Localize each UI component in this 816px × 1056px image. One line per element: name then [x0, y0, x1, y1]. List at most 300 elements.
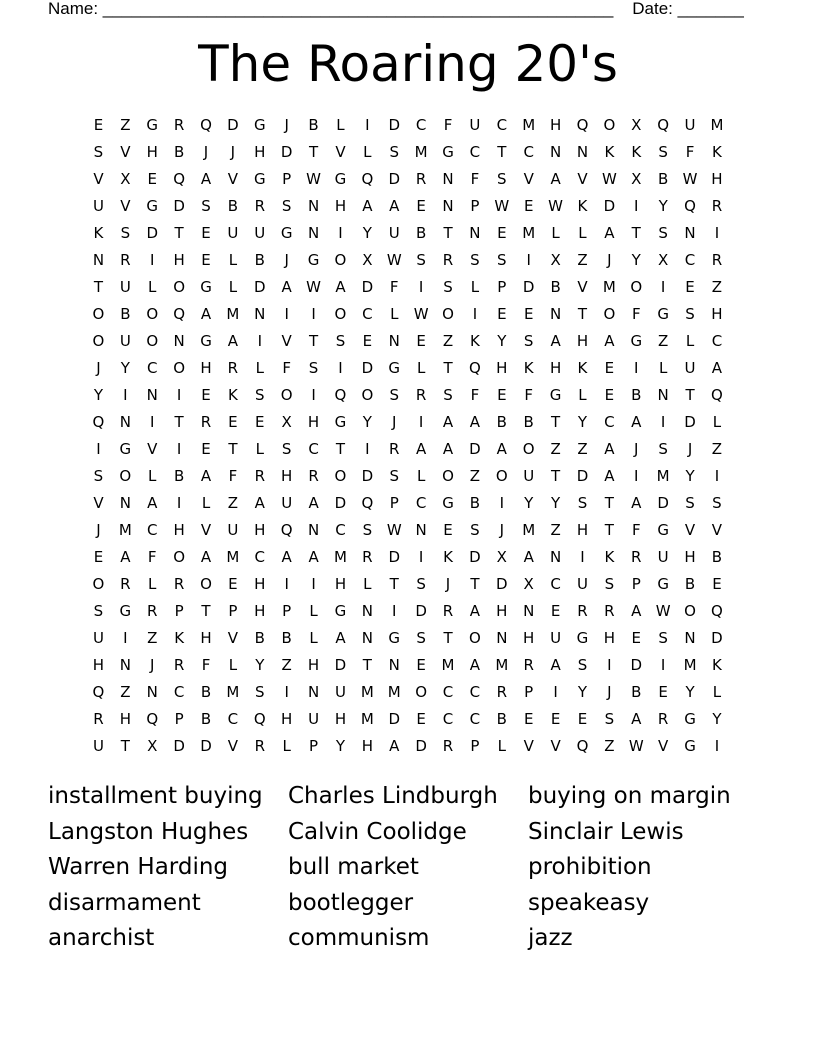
grid-letter: N — [119, 413, 131, 431]
grid-letter: V — [684, 521, 696, 539]
grid-letter: I — [257, 332, 262, 350]
grid-letter: B — [173, 467, 185, 485]
grid-row — [85, 328, 730, 355]
grid-letter: U — [388, 224, 400, 242]
grid-letter: O — [630, 278, 643, 296]
grid-letter: L — [228, 251, 238, 269]
grid-letter: D — [388, 170, 401, 188]
grid-letter: F — [389, 278, 399, 296]
grid-letter: Q — [146, 710, 159, 728]
grid-row — [85, 517, 730, 544]
grid-letter: A — [604, 467, 615, 485]
grid-letter: H — [92, 656, 105, 674]
grid-letter: E — [523, 710, 534, 728]
grid-letter: O — [334, 251, 347, 269]
grid-letter: I — [96, 440, 101, 458]
grid-letter: V — [281, 332, 292, 350]
grid-letter: E — [577, 710, 588, 728]
grid-letter: Q — [173, 170, 186, 188]
grid-letter: S — [443, 386, 453, 404]
grid-letter: H — [200, 629, 212, 647]
grid-letter: T — [551, 467, 561, 485]
grid-letter: Y — [255, 656, 265, 674]
grid-letter: E — [93, 548, 104, 566]
grid-letter: Z — [227, 494, 239, 512]
word-list-item: prohibition — [528, 854, 652, 881]
grid-letter: Q — [361, 494, 374, 512]
grid-letter: I — [311, 305, 316, 323]
grid-letter: C — [362, 305, 373, 323]
grid-letter: S — [416, 629, 426, 647]
grid-letter: H — [254, 575, 266, 593]
grid-letter: D — [388, 116, 401, 134]
header-line — [48, 0, 744, 18]
word-list-item: Warren Harding — [48, 854, 229, 881]
grid-letter: V — [523, 737, 534, 755]
grid-letter: I — [284, 575, 289, 593]
grid-letter: J — [607, 251, 612, 269]
grid-letter: R — [415, 170, 427, 188]
grid-letter: Q — [253, 710, 266, 728]
grid-letter: E — [201, 440, 211, 458]
grid-letter: C — [146, 521, 158, 539]
grid-letter: E — [228, 413, 238, 431]
grid-letter: L — [658, 359, 668, 377]
grid-letter: O — [334, 305, 347, 323]
grid-letter: U — [254, 224, 266, 242]
grid-letter: P — [470, 197, 480, 215]
grid-letter: S — [470, 251, 480, 269]
grid-letter: I — [553, 683, 558, 701]
grid-letter: N — [92, 251, 105, 269]
grid-letter: A — [281, 548, 292, 566]
grid-letter: Q — [334, 386, 347, 404]
grid-letter: K — [174, 629, 185, 647]
grid-row — [85, 166, 730, 193]
grid-letter: B — [711, 548, 723, 566]
grid-letter: T — [604, 494, 614, 512]
grid-letter: J — [499, 521, 505, 539]
grid-letter: A — [604, 224, 615, 242]
grid-letter: L — [712, 683, 722, 701]
grid-letter: G — [388, 629, 401, 647]
word-list-item: Sinclair Lewis — [528, 818, 684, 845]
grid-letter: N — [361, 602, 373, 620]
grid-letter: R — [442, 737, 454, 755]
grid-letter: S — [93, 467, 104, 485]
letter-grid — [85, 112, 730, 760]
grid-letter: D — [388, 710, 401, 728]
grid-letter: G — [442, 143, 454, 161]
grid-letter: R — [631, 548, 642, 566]
grid-letter: E — [255, 413, 265, 431]
grid-letter: F — [685, 143, 695, 161]
grid-letter: K — [443, 548, 453, 566]
grid-letter: L — [551, 224, 560, 242]
grid-letter: M — [387, 683, 401, 701]
header-spacer — [613, 0, 632, 18]
grid-letter: L — [390, 305, 399, 323]
grid-letter: B — [254, 251, 265, 269]
grid-letter: C — [227, 710, 239, 728]
grid-letter: G — [119, 602, 132, 620]
grid-letter: N — [307, 683, 320, 701]
grid-letter: Z — [120, 116, 131, 134]
grid-letter: P — [389, 494, 399, 512]
grid-letter: S — [416, 575, 426, 593]
grid-letter: A — [120, 548, 131, 566]
grid-letter: Q — [576, 116, 589, 134]
grid-letter: N — [442, 197, 454, 215]
grid-letter: I — [123, 629, 128, 647]
grid-letter: T — [201, 602, 211, 620]
grid-letter: B — [631, 683, 642, 701]
grid-letter: S — [470, 521, 480, 539]
grid-letter: E — [604, 359, 615, 377]
grid-letter: S — [658, 629, 668, 647]
grid-letter: K — [469, 332, 480, 350]
grid-letter: H — [307, 413, 320, 431]
grid-letter: N — [173, 332, 185, 350]
grid-letter: F — [470, 170, 480, 188]
grid-letter: R — [254, 467, 265, 485]
grid-letter: U — [92, 629, 104, 647]
grid-letter: X — [147, 737, 158, 755]
grid-letter: Y — [93, 386, 104, 404]
grid-letter: H — [173, 251, 185, 269]
grid-letter: K — [523, 359, 534, 377]
grid-letter: T — [551, 413, 561, 431]
grid-letter: U — [308, 710, 320, 728]
grid-letter: C — [711, 332, 723, 350]
grid-letter: S — [712, 494, 722, 512]
grid-letter: F — [631, 521, 641, 539]
grid-row — [85, 463, 730, 490]
grid-letter: H — [549, 359, 562, 377]
grid-letter: D — [388, 548, 401, 566]
grid-letter: K — [604, 143, 615, 161]
grid-letter: A — [281, 278, 292, 296]
grid-letter: W — [655, 602, 671, 620]
grid-letter: I — [714, 737, 720, 755]
grid-letter: M — [710, 116, 724, 134]
grid-letter: A — [631, 602, 642, 620]
grid-letter: J — [392, 413, 397, 431]
grid-letter: T — [470, 575, 480, 593]
grid-letter: H — [254, 143, 266, 161]
grid-letter: H — [549, 116, 562, 134]
grid-letter: M — [441, 656, 455, 674]
grid-letter: S — [658, 440, 668, 458]
grid-letter: T — [308, 332, 319, 350]
grid-letter: W — [548, 197, 563, 215]
grid-letter: H — [576, 332, 589, 350]
grid-letter: S — [658, 224, 668, 242]
grid-letter: M — [522, 224, 536, 242]
grid-letter: S — [120, 224, 131, 242]
grid-letter: J — [607, 683, 612, 701]
grid-letter: A — [469, 602, 481, 620]
grid-letter: E — [658, 683, 668, 701]
grid-letter: A — [362, 197, 373, 215]
grid-letter: G — [200, 332, 212, 350]
grid-letter: C — [335, 521, 346, 539]
grid-letter: U — [576, 575, 588, 593]
grid-letter: U — [334, 683, 346, 701]
grid-letter: N — [388, 332, 400, 350]
grid-letter: I — [365, 116, 370, 134]
grid-letter: N — [307, 197, 320, 215]
grid-letter: J — [445, 575, 451, 593]
grid-letter: A — [335, 629, 346, 647]
grid-letter: D — [522, 278, 535, 296]
grid-letter: M — [226, 683, 240, 701]
grid-letter: R — [711, 197, 723, 215]
grid-letter: M — [333, 548, 347, 566]
grid-letter: A — [200, 305, 212, 323]
grid-letter: S — [201, 197, 211, 215]
grid-letter: R — [362, 548, 373, 566]
grid-letter: Q — [280, 521, 293, 539]
grid-letter: M — [414, 143, 428, 161]
grid-letter: B — [550, 278, 561, 296]
grid-row — [85, 436, 730, 463]
grid-letter: F — [470, 386, 480, 404]
grid-letter: E — [416, 332, 426, 350]
grid-letter: M — [683, 656, 697, 674]
grid-letter: I — [714, 224, 720, 242]
grid-letter: V — [93, 494, 104, 512]
grid-letter: E — [228, 575, 238, 593]
grid-letter: O — [200, 575, 212, 593]
grid-letter: V — [227, 629, 239, 647]
grid-letter: S — [658, 143, 668, 161]
grid-letter: C — [254, 548, 266, 566]
grid-letter: D — [146, 224, 158, 242]
grid-letter: G — [334, 413, 347, 431]
grid-letter: C — [684, 251, 696, 269]
grid-letter: R — [120, 575, 131, 593]
grid-letter: O — [522, 440, 535, 458]
grid-letter: N — [361, 629, 373, 647]
grid-letter: A — [308, 494, 319, 512]
grid-row — [85, 382, 730, 409]
grid-letter: L — [363, 575, 372, 593]
grid-letter: O — [92, 305, 105, 323]
grid-letter: R — [120, 251, 131, 269]
grid-letter: V — [523, 170, 534, 188]
grid-letter: G — [307, 251, 320, 269]
grid-letter: B — [496, 710, 507, 728]
grid-letter: W — [628, 737, 644, 755]
grid-letter: W — [386, 521, 402, 539]
grid-letter: G — [576, 629, 589, 647]
grid-letter: F — [524, 386, 534, 404]
grid-letter: N — [415, 521, 427, 539]
grid-letter: Y — [497, 332, 507, 350]
grid-letter: K — [227, 386, 238, 404]
grid-letter: Q — [92, 683, 105, 701]
grid-letter: V — [227, 737, 239, 755]
grid-letter: L — [228, 278, 238, 296]
grid-letter: U — [119, 332, 131, 350]
grid-letter: B — [281, 629, 292, 647]
grid-letter: R — [308, 467, 319, 485]
grid-letter: M — [226, 548, 240, 566]
grid-letter: M — [656, 467, 670, 485]
grid-letter: S — [281, 440, 292, 458]
grid-letter: V — [93, 170, 104, 188]
grid-letter: C — [146, 359, 158, 377]
grid-letter: P — [282, 170, 292, 188]
grid-letter: I — [392, 602, 397, 620]
grid-letter: V — [200, 521, 212, 539]
grid-letter: L — [148, 278, 157, 296]
grid-letter: L — [416, 467, 426, 485]
grid-letter: B — [227, 197, 239, 215]
grid-letter: I — [176, 386, 182, 404]
grid-letter: Y — [524, 494, 534, 512]
grid-letter: O — [334, 467, 347, 485]
grid-letter: K — [577, 197, 588, 215]
grid-letter: R — [173, 116, 185, 134]
grid-letter: B — [254, 629, 265, 647]
grid-letter: C — [550, 575, 561, 593]
grid-letter: N — [146, 683, 158, 701]
grid-letter: N — [576, 143, 589, 161]
grid-letter: P — [282, 602, 292, 620]
grid-letter: Y — [362, 413, 372, 431]
word-list-item: Charles Lindburgh — [288, 783, 498, 809]
grid-letter: U — [684, 116, 696, 134]
grid-letter: S — [389, 386, 399, 404]
grid-letter: C — [604, 413, 615, 431]
grid-letter: G — [146, 116, 159, 134]
grid-letter: S — [389, 143, 399, 161]
grid-letter: P — [309, 737, 319, 755]
grid-letter: T — [93, 278, 104, 296]
grid-letter: Z — [550, 521, 561, 539]
grid-letter: A — [550, 170, 561, 188]
grid-letter: F — [147, 548, 157, 566]
grid-letter: U — [281, 494, 293, 512]
grid-letter: D — [280, 143, 293, 161]
grid-letter: E — [416, 656, 426, 674]
grid-letter: N — [684, 629, 696, 647]
grid-letter: F — [282, 359, 291, 377]
grid-letter: U — [684, 359, 696, 377]
grid-letter: I — [472, 305, 478, 323]
grid-letter: O — [119, 467, 132, 485]
grid-letter: O — [280, 386, 293, 404]
grid-letter: N — [119, 494, 131, 512]
grid-letter: S — [604, 710, 615, 728]
grid-letter: D — [227, 116, 239, 134]
grid-letter: U — [92, 197, 104, 215]
grid-letter: I — [123, 386, 128, 404]
grid-letter: Y — [577, 683, 588, 701]
grid-row — [85, 139, 730, 166]
grid-letter: E — [523, 197, 534, 215]
grid-letter: Z — [281, 656, 292, 674]
grid-letter: A — [631, 413, 642, 431]
grid-letter: M — [226, 305, 240, 323]
grid-letter: D — [415, 737, 427, 755]
grid-letter: F — [443, 116, 453, 134]
grid-letter: N — [549, 548, 562, 566]
grid-letter: I — [176, 494, 182, 512]
grid-letter: S — [335, 332, 346, 350]
grid-letter: A — [227, 332, 239, 350]
grid-letter: S — [497, 251, 507, 269]
grid-letter: L — [363, 143, 372, 161]
grid-letter: T — [308, 143, 319, 161]
grid-letter: E — [147, 170, 157, 188]
grid-letter: Z — [604, 737, 615, 755]
grid-letter: I — [311, 575, 316, 593]
grid-letter: O — [469, 629, 481, 647]
grid-letter: U — [227, 521, 239, 539]
grid-letter: R — [523, 656, 534, 674]
grid-letter: T — [174, 413, 184, 431]
grid-letter: D — [603, 197, 616, 215]
grid-letter: T — [604, 521, 614, 539]
grid-letter: A — [523, 548, 534, 566]
grid-letter: C — [173, 683, 185, 701]
grid-letter: I — [634, 359, 639, 377]
grid-letter: A — [200, 170, 212, 188]
grid-row — [85, 733, 730, 760]
grid-letter: O — [603, 305, 616, 323]
grid-letter: D — [469, 440, 481, 458]
grid-letter: U — [657, 548, 669, 566]
grid-letter: D — [334, 494, 347, 512]
grid-letter: X — [523, 575, 534, 593]
grid-letter: C — [442, 683, 454, 701]
grid-letter: T — [631, 224, 641, 242]
grid-letter: H — [281, 710, 293, 728]
grid-letter: N — [496, 629, 508, 647]
grid-letter: O — [146, 305, 159, 323]
grid-letter: H — [523, 629, 535, 647]
grid-letter: S — [281, 197, 292, 215]
grid-letter: L — [148, 575, 157, 593]
grid-letter: J — [634, 440, 639, 458]
grid-row — [85, 706, 730, 733]
grid-row — [85, 301, 730, 328]
grid-letter: K — [604, 548, 615, 566]
grid-letter: P — [174, 710, 184, 728]
grid-letter: M — [360, 683, 374, 701]
grid-letter: S — [255, 683, 265, 701]
grid-letter: Y — [577, 413, 588, 431]
grid-letter: Q — [92, 413, 105, 431]
grid-letter: N — [469, 224, 481, 242]
grid-letter: O — [495, 467, 508, 485]
grid-row — [85, 409, 730, 436]
grid-letter: O — [603, 116, 616, 134]
grid-letter: Z — [469, 467, 481, 485]
grid-letter: L — [309, 602, 318, 620]
grid-letter: H — [496, 359, 508, 377]
grid-letter: E — [685, 278, 695, 296]
grid-letter: W — [601, 170, 617, 188]
grid-letter: E — [550, 710, 561, 728]
grid-letter: L — [148, 467, 157, 485]
grid-letter: O — [415, 683, 428, 701]
grid-letter: H — [281, 467, 293, 485]
grid-letter: D — [361, 467, 374, 485]
